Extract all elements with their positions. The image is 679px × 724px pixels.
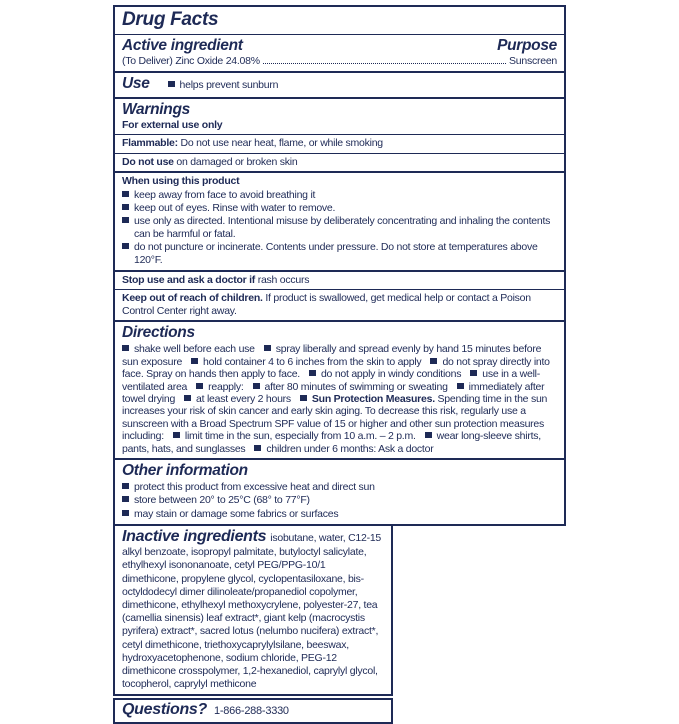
other-information-item: protect this product from excessive heat and direct sun — [122, 481, 557, 493]
keep-out-of-reach-line: Keep out of reach of children. If product is swallowed, get medical help or contact a Poison Control Center right away. — [115, 289, 564, 320]
questions-phone-number: 1-866-288-3330 — [214, 705, 289, 718]
flammable-line: Flammable: Do not use near heat, flame, or while smoking — [115, 134, 564, 152]
bullet-square-icon — [254, 445, 261, 451]
active-ingredient-section — [115, 34, 564, 71]
direction-item: limit time in the sun, especially from 10 a.m. – 2 p.m. — [173, 430, 416, 442]
questions-section — [115, 700, 391, 722]
direction-item: at least every 2 hours — [184, 393, 291, 405]
direction-item: after 80 minutes of swimming or sweating — [253, 381, 448, 393]
active-ingredient-name: (To Deliver) Zinc Oxide 24.08% — [122, 55, 260, 67]
directions-heading: Directions — [122, 324, 195, 342]
dotted-leader — [263, 63, 506, 64]
direction-item: do not spray directly into face. Spray on hands then apply to face. — [122, 355, 550, 381]
bullet-square-icon — [196, 383, 203, 389]
active-ingredient-heading: Active ingredient — [122, 37, 243, 54]
bullet-square-icon — [470, 370, 477, 376]
bullet-square-icon — [253, 383, 260, 389]
bullet-square-icon — [122, 510, 129, 516]
directions-section — [115, 320, 564, 458]
bullet-square-icon — [457, 383, 464, 389]
direction-item: wear long-sleeve shirts, pants, hats, and sunglasses — [122, 430, 541, 455]
bullet-square-icon — [430, 358, 437, 364]
bullet-square-icon — [122, 345, 129, 351]
drug-facts-title: Drug Facts — [122, 9, 219, 30]
bullet-square-icon — [264, 345, 271, 351]
warnings-heading: Warnings — [122, 101, 190, 118]
direction-item: reapply: — [196, 381, 243, 393]
bullet-square-icon — [122, 243, 129, 249]
use-heading: Use — [122, 75, 150, 92]
other-information-section — [115, 458, 564, 524]
other-information-item: may stain or damage some fabrics or surfaces — [122, 508, 557, 520]
bullet-square-icon — [122, 483, 129, 489]
direction-item: do not apply in windy conditions — [309, 368, 461, 380]
when-using-list — [122, 189, 557, 266]
bullet-square-icon — [309, 370, 316, 376]
other-information-heading: Other information — [122, 461, 248, 479]
purpose-value: Sunscreen — [509, 55, 557, 67]
bullet-square-icon — [425, 432, 432, 438]
directions-paragraph — [122, 343, 557, 455]
purpose-heading: Purpose — [497, 37, 557, 54]
warning-list-item: keep out of eyes. Rinse with water to remove. — [122, 202, 557, 214]
do-not-use-line: Do not use on damaged or broken skin — [115, 153, 564, 171]
use-section — [115, 71, 564, 97]
questions-heading: Questions? — [122, 701, 208, 719]
inactive-ingredients-text: isobutane, water, C12-15 alkyl benzoate, isopropyl palmitate, butyloctyl salicylate, ethylhexyl isononanoate, cetyl PEG/PPG-10/1 dimethicone, propylene glycol, cyclopentasiloxane, bis-octyldodecyl dimer dilinoleate/propanediol copolymer, dimethicone, ethylhexyl methoxycrylene, polyester-27, tea (camellia sinensis) leaf extract*, giant kelp (macrocystis pyrifera) extract*, sacred lotus (nelumbo nucifera) extract*, cetyl dimethicone, triethoxycaprylylsilane, beeswax, hydroxyacetophenone, sodium chloride, PEG-12 dimethicone crosspolymer, 1,2-hexanediol, caprylyl glycol, tocopherol, caprylyl methicone — [122, 532, 382, 691]
inactive-ingredients-heading: Inactive ingredients — [122, 528, 267, 546]
drug-facts-label — [113, 5, 566, 724]
inactive-ingredients-panel — [113, 524, 393, 696]
bullet-square-icon — [168, 81, 175, 87]
warning-list-item: do not puncture or incinerate. Contents under pressure. Do not store at temperatures above 120°F. — [122, 241, 557, 266]
bullet-square-icon — [300, 395, 307, 401]
inactive-ingredients-paragraph — [122, 528, 384, 691]
bullet-square-icon — [122, 496, 129, 502]
other-information-list — [122, 481, 557, 520]
bullet-square-icon — [122, 217, 129, 223]
inactive-ingredients-section — [115, 526, 391, 694]
bullet-square-icon — [184, 395, 191, 401]
direction-item: use in a well-ventilated area — [122, 368, 541, 393]
bullet-square-icon — [122, 191, 129, 197]
bullet-square-icon — [173, 432, 180, 438]
warnings-section — [115, 97, 564, 134]
direction-item: immediately after towel drying — [122, 380, 545, 405]
questions-panel — [113, 698, 393, 724]
when-using-heading: When using this product — [122, 175, 240, 188]
when-using-block — [115, 171, 564, 270]
external-use-line: For external use only — [122, 119, 223, 131]
direction-item: spray liberally and spread evenly by hand 15 minutes before sun exposure — [122, 343, 542, 368]
other-information-item: store between 20° to 25°C (68° to 77°F) — [122, 494, 557, 506]
direction-item: shake well before each use — [122, 343, 255, 355]
warning-list-item: use only as directed. Intentional misuse by deliberately concentrating and inhaling the contents can be harmful or fatal. — [122, 215, 557, 240]
bullet-square-icon — [191, 358, 198, 364]
bullet-square-icon — [122, 204, 129, 210]
drug-facts-main-panel — [113, 5, 566, 526]
direction-item: children under 6 months: Ask a doctor — [254, 443, 433, 455]
warning-list-item: keep away from face to avoid breathing it — [122, 189, 557, 201]
use-item: helps prevent sunburn — [168, 79, 279, 91]
direction-item: Sun Protection Measures. Spending time in the sun increases your risk of skin cancer and early skin aging. To decrease this risk, regularly use a sunscreen with a Broad Spectrum SPF value of 15 or higher and other sun protection measures including: — [122, 392, 548, 443]
direction-item: hold container 4 to 6 inches from the skin to apply — [191, 356, 421, 368]
stop-use-line: Stop use and ask a doctor if rash occurs — [115, 270, 564, 289]
